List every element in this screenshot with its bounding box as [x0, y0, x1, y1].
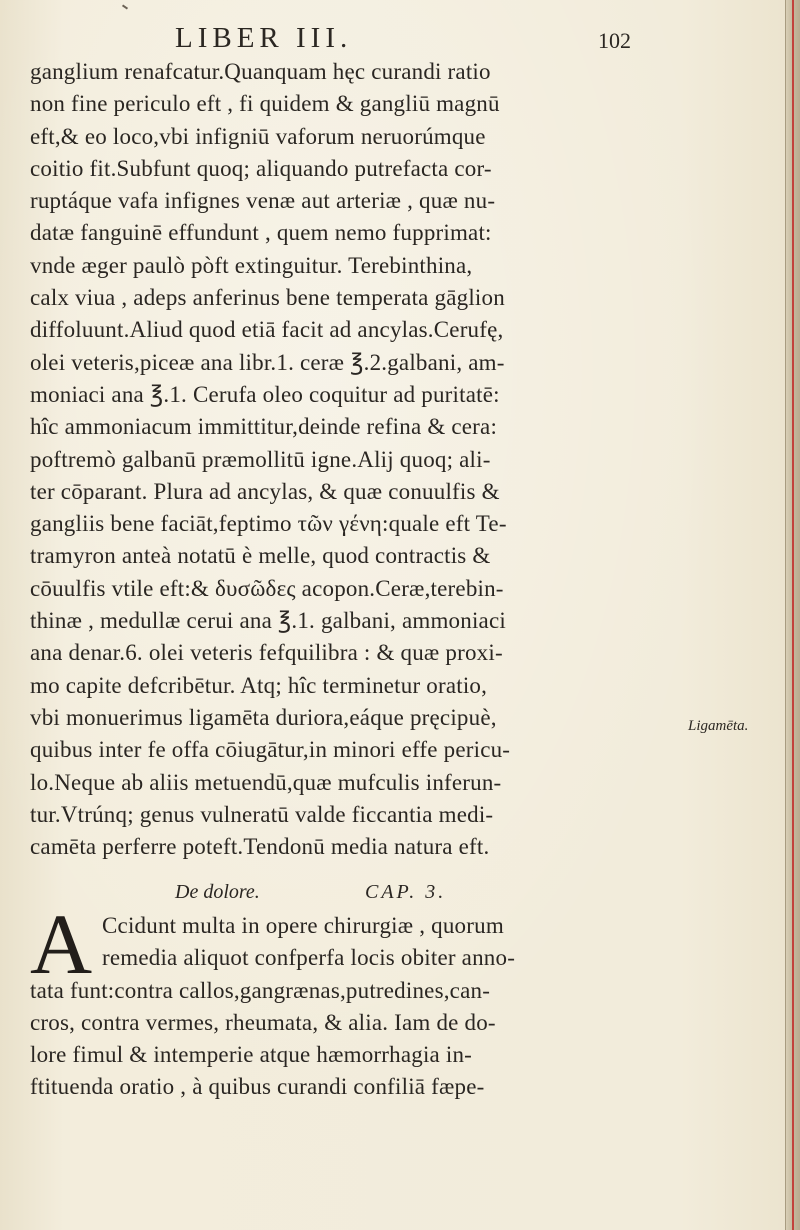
- text-line: eft,& eo loco,vbi infigniū vaforum neruorúmque: [30, 123, 486, 149]
- text-line: camēta perferre poteft.Tendonū media natura eft.: [30, 834, 490, 860]
- text-line: olei veteris,piceæ ana libr.1. ceræ ℥.2.galbani, am-: [30, 349, 505, 375]
- drop-capital: A: [30, 896, 93, 992]
- text-line: diffoluunt.Aliud quod etiā facit ad ancylas.Cerufę,: [30, 317, 504, 343]
- text-line: calx viua , adeps anferinus bene temperata gāglion: [30, 285, 505, 311]
- text-line: vnde æger paulò pòft extinguitur. Terebinthina,: [30, 252, 473, 278]
- text-line: lore fimul & intemperie atque hæmorrhagia in-: [30, 1042, 473, 1068]
- text-line: quibus inter fe offa cōiugātur,in minori effe pericu-: [30, 737, 511, 763]
- ink-speck: [122, 4, 128, 9]
- text-line: ter cōparant. Plura ad ancylas, & quæ conuulfis &: [30, 478, 500, 504]
- chapter-title: De dolore.: [175, 881, 260, 903]
- text-line: vbi monuerimus ligamēta duriora,eáque pręcipuè,: [30, 704, 497, 730]
- text-line: tramyron anteà notatū è melle, quod contractis &: [30, 543, 491, 569]
- page-header: [0, 22, 800, 56]
- chapter-text-block: [30, 910, 670, 1104]
- text-line: tur.Vtrúnq; genus vulneratū valde ficcantia medi-: [30, 801, 494, 827]
- marginal-note: Ligamēta.: [688, 718, 749, 734]
- text-line: tata funt:contra callos,gangrænas,putredines,can-: [30, 977, 491, 1003]
- chapter-number: CAP. 3.: [365, 881, 447, 903]
- text-line: hîc ammoniacum immittitur,deinde refina & cera:: [30, 414, 498, 440]
- red-edge-line: [792, 0, 794, 1230]
- running-head: LIBER III.: [175, 22, 353, 54]
- text-line: ruptáque vafa infignes venæ aut arteriæ , quæ nu-: [30, 188, 496, 214]
- text-line: ganglium renafcatur.Quanquam hęc curandi ratio: [30, 59, 491, 84]
- text-line: moniaci ana ℥.1. Cerufa oleo coquitur ad puritatē:: [30, 381, 500, 407]
- text-line: lo.Neque ab aliis metuendū,quæ mufculis inferun-: [30, 769, 502, 795]
- text-line: gangliis bene faciāt,feptimo τῶν γένη:quale eft Te-: [30, 511, 507, 537]
- text-line: ana denar.6. olei veteris fefquilibra : & quæ proxi-: [30, 640, 503, 666]
- text-line: Ccidunt multa in opere chirurgiæ , quorum: [102, 913, 504, 938]
- text-line: thinæ , medullæ cerui ana ℥.1. galbani, ammoniaci: [30, 608, 506, 634]
- text-line: coitio fit.Subfunt quoq; aliquando putrefacta cor-: [30, 155, 492, 181]
- page-number: 102: [598, 28, 631, 53]
- main-text-block: [30, 56, 670, 863]
- text-line: remedia aliquot confperfa locis obiter anno-: [102, 945, 516, 971]
- text-line: cros, contra vermes, rheumata, & alia. Iam de do-: [30, 1009, 496, 1035]
- text-line: datæ fanguinē effundunt , quem nemo fupprimat:: [30, 220, 492, 246]
- chapter-heading: [175, 876, 575, 908]
- text-line: non fine periculo eft , fi quidem & gangliū magnū: [30, 91, 500, 117]
- text-line: ftituenda oratio , à quibus curandi confiliā fæpe-: [30, 1074, 485, 1100]
- text-line: cōuulfis vtile eft:& δυσῶδες acopon.Ceræ,terebin-: [30, 575, 504, 601]
- text-line: mo capite defcribētur. Atq; hîc terminetur oratio,: [30, 672, 488, 698]
- text-line: poftremò galbanū præmollitū igne.Alij quoq; ali-: [30, 446, 491, 472]
